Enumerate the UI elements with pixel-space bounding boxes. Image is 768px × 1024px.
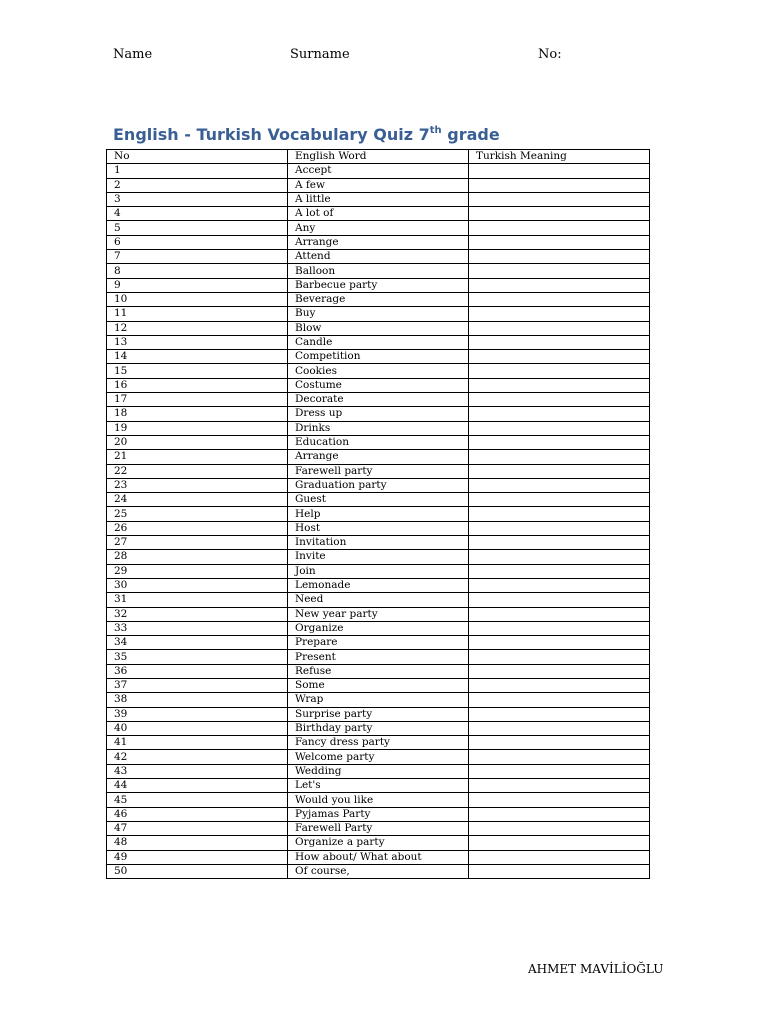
turkish-meaning-cell — [469, 292, 650, 306]
row-number: 28 — [107, 550, 288, 564]
row-number: 4 — [107, 207, 288, 221]
row-number: 34 — [107, 636, 288, 650]
english-word: New year party — [288, 607, 469, 621]
row-number: 36 — [107, 664, 288, 678]
table-row — [107, 450, 650, 464]
english-word: Fancy dress party — [288, 736, 469, 750]
english-word: Decorate — [288, 393, 469, 407]
row-number: 6 — [107, 235, 288, 249]
turkish-meaning-cell — [469, 736, 650, 750]
english-word: Pyjamas Party — [288, 807, 469, 821]
turkish-meaning-cell — [469, 393, 650, 407]
row-number: 46 — [107, 807, 288, 821]
english-word: Balloon — [288, 264, 469, 278]
english-word: Arrange — [288, 235, 469, 249]
table-row — [107, 321, 650, 335]
table-row — [107, 521, 650, 535]
table-row — [107, 850, 650, 864]
turkish-meaning-cell — [469, 507, 650, 521]
row-number: 24 — [107, 493, 288, 507]
row-number: 43 — [107, 764, 288, 778]
turkish-meaning-cell — [469, 550, 650, 564]
table-row — [107, 393, 650, 407]
english-word: A lot of — [288, 207, 469, 221]
turkish-meaning-cell — [469, 421, 650, 435]
table-row — [107, 435, 650, 449]
surname-label: Surname — [290, 47, 350, 62]
table-header-row — [107, 150, 650, 164]
turkish-meaning-cell — [469, 335, 650, 349]
english-word: Graduation party — [288, 478, 469, 492]
turkish-meaning-cell — [469, 250, 650, 264]
row-number: 21 — [107, 450, 288, 464]
row-number: 32 — [107, 607, 288, 621]
table-row — [107, 807, 650, 821]
column-header-english-word: English Word — [288, 150, 469, 164]
table-row — [107, 693, 650, 707]
author-name: AHMET MAVİLİOĞLU — [528, 962, 664, 976]
english-word: Farewell Party — [288, 821, 469, 835]
table-row — [107, 493, 650, 507]
english-word: Candle — [288, 335, 469, 349]
turkish-meaning-cell — [469, 164, 650, 178]
turkish-meaning-cell — [469, 307, 650, 321]
row-number: 37 — [107, 678, 288, 692]
row-number: 27 — [107, 536, 288, 550]
row-number: 26 — [107, 521, 288, 535]
turkish-meaning-cell — [469, 807, 650, 821]
table-row — [107, 250, 650, 264]
row-number: 41 — [107, 736, 288, 750]
row-number: 19 — [107, 421, 288, 435]
row-number: 20 — [107, 435, 288, 449]
row-number: 31 — [107, 593, 288, 607]
row-number: 14 — [107, 350, 288, 364]
row-number: 33 — [107, 621, 288, 635]
english-word: Education — [288, 435, 469, 449]
english-word: Let's — [288, 779, 469, 793]
table-row — [107, 278, 650, 292]
table-row — [107, 750, 650, 764]
table-row — [107, 621, 650, 635]
turkish-meaning-cell — [469, 350, 650, 364]
english-word: Farewell party — [288, 464, 469, 478]
english-word: Cookies — [288, 364, 469, 378]
english-word: Wrap — [288, 693, 469, 707]
turkish-meaning-cell — [469, 636, 650, 650]
table-row — [107, 221, 650, 235]
table-row — [107, 764, 650, 778]
table-row — [107, 664, 650, 678]
row-number: 49 — [107, 850, 288, 864]
row-number: 13 — [107, 335, 288, 349]
column-header-no: No — [107, 150, 288, 164]
table-row — [107, 264, 650, 278]
row-number: 7 — [107, 250, 288, 264]
row-number: 22 — [107, 464, 288, 478]
turkish-meaning-cell — [469, 278, 650, 292]
english-word: How about/ What about — [288, 850, 469, 864]
english-word: Guest — [288, 493, 469, 507]
english-word: Competition — [288, 350, 469, 364]
english-word: Birthday party — [288, 721, 469, 735]
table-row — [107, 864, 650, 878]
table-row — [107, 292, 650, 306]
turkish-meaning-cell — [469, 593, 650, 607]
table-row — [107, 650, 650, 664]
name-label: Name — [113, 47, 153, 62]
table-row — [107, 779, 650, 793]
table-row — [107, 478, 650, 492]
column-header-turkish-meaning: Turkish Meaning — [469, 150, 650, 164]
turkish-meaning-cell — [469, 264, 650, 278]
table-row — [107, 536, 650, 550]
table-row — [107, 378, 650, 392]
table-row — [107, 607, 650, 621]
table-row — [107, 821, 650, 835]
title-tail: grade — [441, 125, 500, 144]
table-row — [107, 421, 650, 435]
english-word: Welcome party — [288, 750, 469, 764]
table-row — [107, 836, 650, 850]
table-row — [107, 192, 650, 206]
turkish-meaning-cell — [469, 764, 650, 778]
row-number: 16 — [107, 378, 288, 392]
table-row — [107, 307, 650, 321]
turkish-meaning-cell — [469, 478, 650, 492]
english-word: Buy — [288, 307, 469, 321]
row-number: 18 — [107, 407, 288, 421]
english-word: Beverage — [288, 292, 469, 306]
table-row — [107, 407, 650, 421]
row-number: 15 — [107, 364, 288, 378]
row-number: 40 — [107, 721, 288, 735]
english-word: Lemonade — [288, 578, 469, 592]
turkish-meaning-cell — [469, 192, 650, 206]
english-word: Accept — [288, 164, 469, 178]
english-word: Help — [288, 507, 469, 521]
table-row — [107, 207, 650, 221]
english-word: A little — [288, 192, 469, 206]
row-number: 48 — [107, 836, 288, 850]
table-row — [107, 364, 650, 378]
row-number: 1 — [107, 164, 288, 178]
table-row — [107, 678, 650, 692]
turkish-meaning-cell — [469, 378, 650, 392]
turkish-meaning-cell — [469, 207, 650, 221]
table-row — [107, 350, 650, 364]
turkish-meaning-cell — [469, 664, 650, 678]
english-word: Invitation — [288, 536, 469, 550]
english-word: A few — [288, 178, 469, 192]
row-number: 47 — [107, 821, 288, 835]
row-number: 11 — [107, 307, 288, 321]
turkish-meaning-cell — [469, 493, 650, 507]
turkish-meaning-cell — [469, 536, 650, 550]
row-number: 30 — [107, 578, 288, 592]
turkish-meaning-cell — [469, 621, 650, 635]
turkish-meaning-cell — [469, 779, 650, 793]
turkish-meaning-cell — [469, 407, 650, 421]
row-number: 5 — [107, 221, 288, 235]
english-word: Any — [288, 221, 469, 235]
turkish-meaning-cell — [469, 793, 650, 807]
english-word: Barbecue party — [288, 278, 469, 292]
turkish-meaning-cell — [469, 578, 650, 592]
turkish-meaning-cell — [469, 450, 650, 464]
table-row — [107, 578, 650, 592]
english-word: Join — [288, 564, 469, 578]
table-row — [107, 721, 650, 735]
english-word: Invite — [288, 550, 469, 564]
row-number: 10 — [107, 292, 288, 306]
english-word: Surprise party — [288, 707, 469, 721]
turkish-meaning-cell — [469, 435, 650, 449]
row-number: 44 — [107, 779, 288, 793]
turkish-meaning-cell — [469, 750, 650, 764]
english-word: Dress up — [288, 407, 469, 421]
row-number: 3 — [107, 192, 288, 206]
turkish-meaning-cell — [469, 693, 650, 707]
table-row — [107, 793, 650, 807]
english-word: Attend — [288, 250, 469, 264]
english-word: Refuse — [288, 664, 469, 678]
english-word: Host — [288, 521, 469, 535]
english-word: Wedding — [288, 764, 469, 778]
turkish-meaning-cell — [469, 178, 650, 192]
turkish-meaning-cell — [469, 521, 650, 535]
turkish-meaning-cell — [469, 678, 650, 692]
row-number: 29 — [107, 564, 288, 578]
english-word: Prepare — [288, 636, 469, 650]
turkish-meaning-cell — [469, 821, 650, 835]
row-number: 2 — [107, 178, 288, 192]
english-word: Of course, — [288, 864, 469, 878]
title-superscript: th — [429, 124, 442, 136]
turkish-meaning-cell — [469, 221, 650, 235]
row-number: 17 — [107, 393, 288, 407]
row-number: 9 — [107, 278, 288, 292]
turkish-meaning-cell — [469, 650, 650, 664]
turkish-meaning-cell — [469, 721, 650, 735]
turkish-meaning-cell — [469, 607, 650, 621]
english-word: Organize a party — [288, 836, 469, 850]
turkish-meaning-cell — [469, 235, 650, 249]
row-number: 35 — [107, 650, 288, 664]
table-row — [107, 178, 650, 192]
vocabulary-table-body — [107, 164, 650, 879]
row-number: 38 — [107, 693, 288, 707]
row-number: 45 — [107, 793, 288, 807]
turkish-meaning-cell — [469, 464, 650, 478]
row-number: 25 — [107, 507, 288, 521]
table-row — [107, 564, 650, 578]
table-row — [107, 593, 650, 607]
turkish-meaning-cell — [469, 707, 650, 721]
table-row — [107, 464, 650, 478]
english-word: Organize — [288, 621, 469, 635]
english-word: Costume — [288, 378, 469, 392]
english-word: Blow — [288, 321, 469, 335]
turkish-meaning-cell — [469, 321, 650, 335]
turkish-meaning-cell — [469, 836, 650, 850]
english-word: Arrange — [288, 450, 469, 464]
page-title — [113, 124, 500, 146]
english-word: Some — [288, 678, 469, 692]
title-main: English - Turkish Vocabulary Quiz 7 — [113, 125, 430, 144]
table-row — [107, 335, 650, 349]
turkish-meaning-cell — [469, 850, 650, 864]
table-row — [107, 636, 650, 650]
student-number-label: No: — [538, 47, 562, 62]
row-number: 8 — [107, 264, 288, 278]
table-row — [107, 736, 650, 750]
table-row — [107, 235, 650, 249]
table-row — [107, 550, 650, 564]
english-word: Need — [288, 593, 469, 607]
turkish-meaning-cell — [469, 864, 650, 878]
row-number: 42 — [107, 750, 288, 764]
vocabulary-table — [106, 149, 650, 879]
english-word: Would you like — [288, 793, 469, 807]
english-word: Present — [288, 650, 469, 664]
table-row — [107, 507, 650, 521]
turkish-meaning-cell — [469, 564, 650, 578]
table-row — [107, 707, 650, 721]
table-row — [107, 164, 650, 178]
english-word: Drinks — [288, 421, 469, 435]
turkish-meaning-cell — [469, 364, 650, 378]
row-number: 50 — [107, 864, 288, 878]
row-number: 39 — [107, 707, 288, 721]
row-number: 12 — [107, 321, 288, 335]
row-number: 23 — [107, 478, 288, 492]
